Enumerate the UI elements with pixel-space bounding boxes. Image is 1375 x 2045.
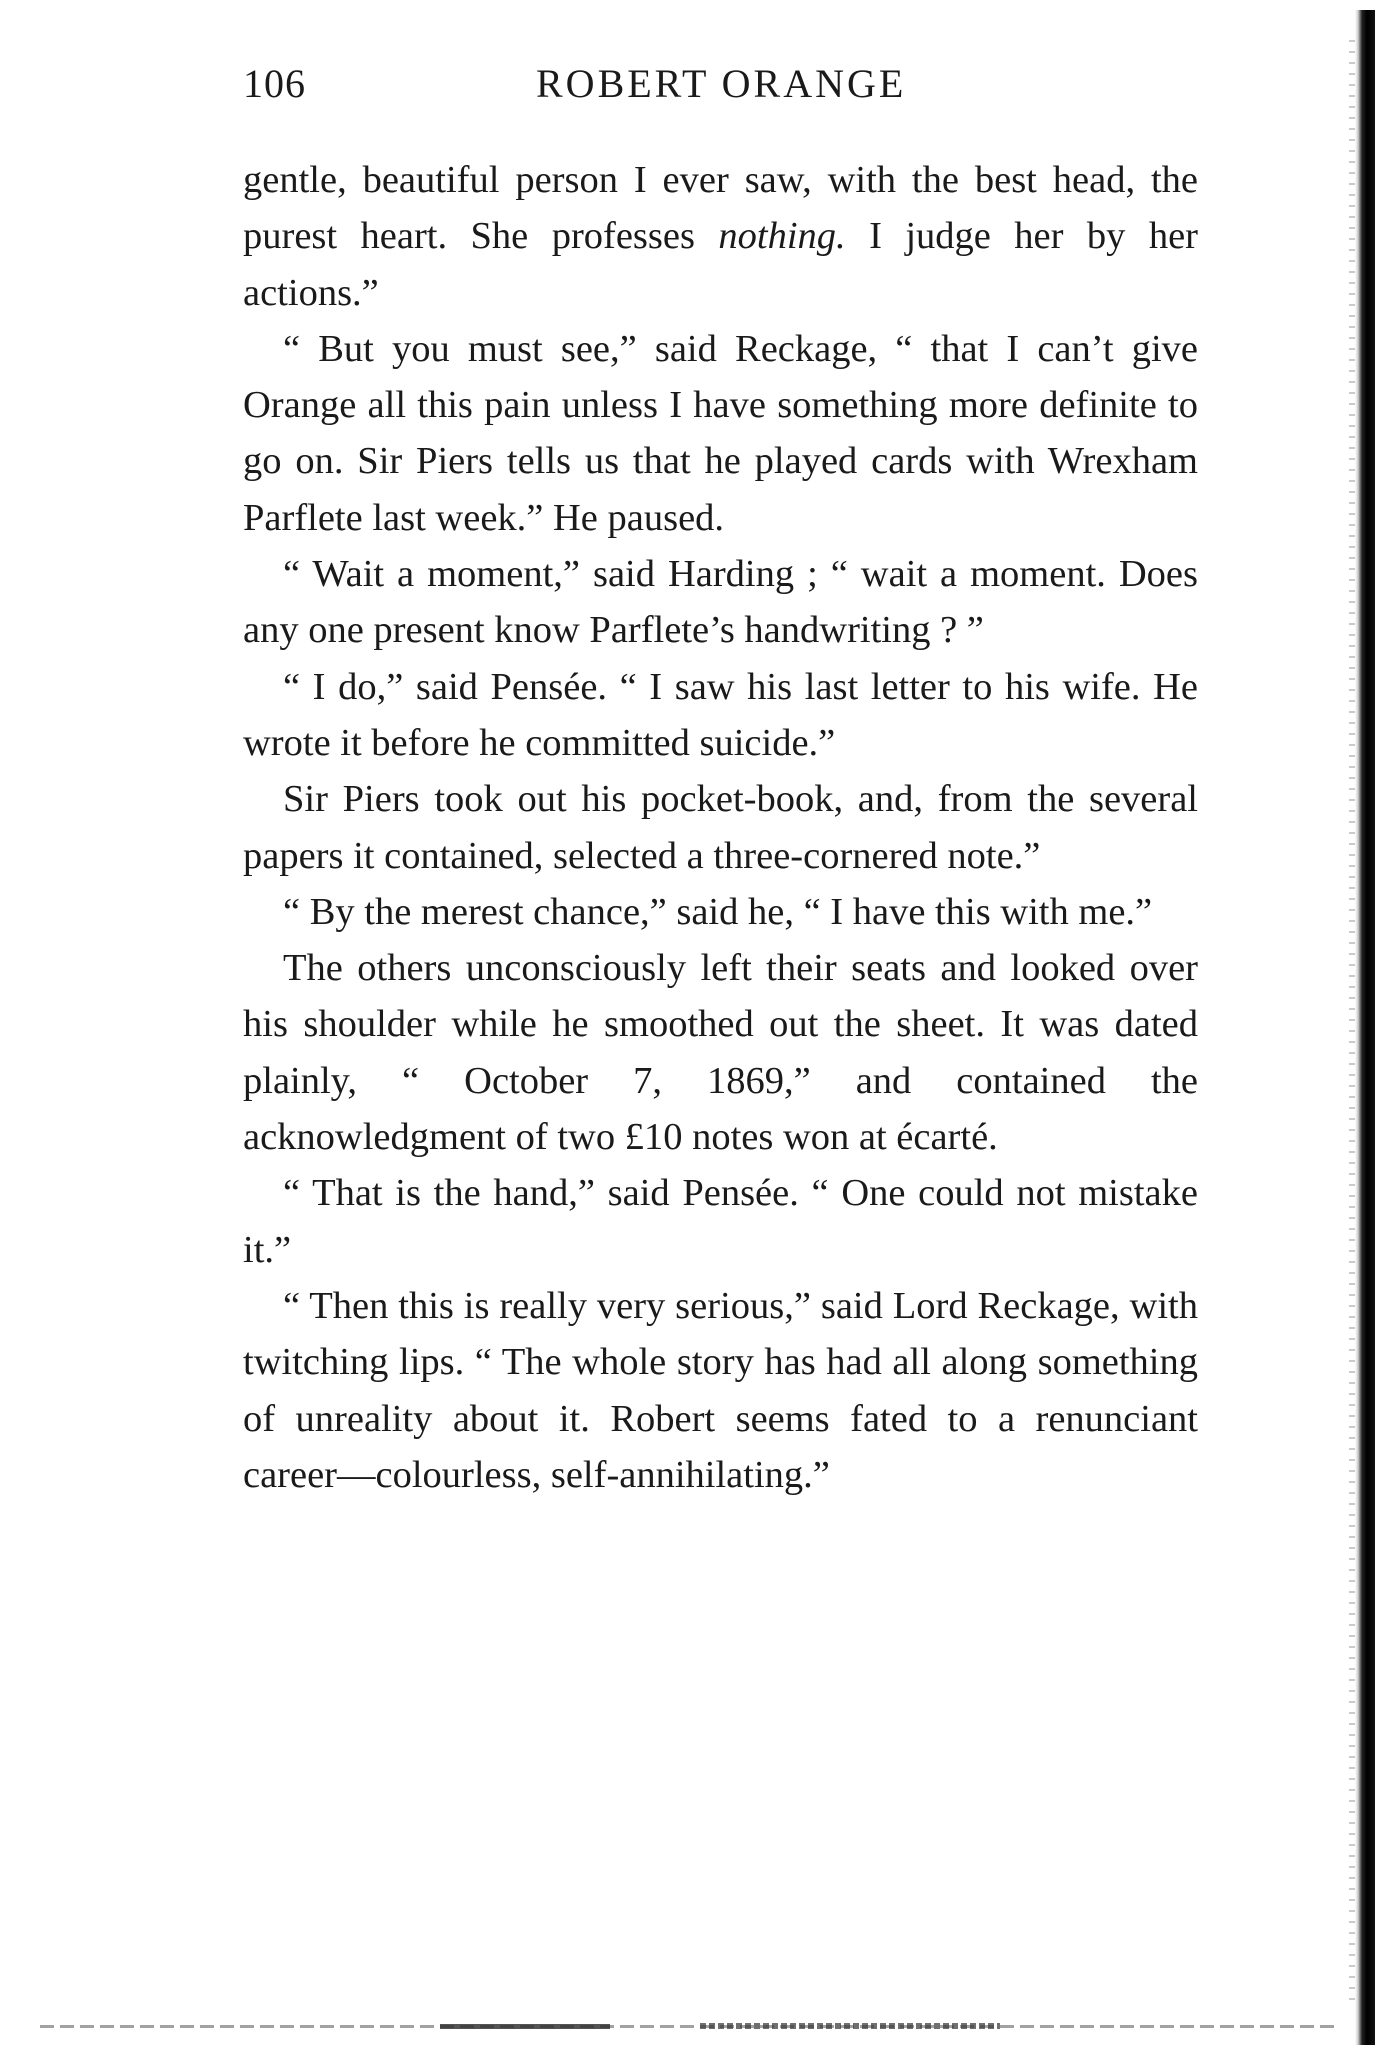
bottom-scan-artifact-dark (440, 2024, 610, 2029)
paragraph-9: “ Then this is really very serious,” said Lord Reckage, with twitching lips. “ The whole story has had all along something of unreality about it. Robert seems fated to a renunciant career—colourless, self-annihilating.” (243, 1284, 1198, 1496)
page-number: 106 (243, 61, 306, 106)
binding-speckle (1349, 40, 1355, 2000)
paragraph-4: “ I do,” said Pensée. “ I saw his last letter to his wife. He wrote it before he committed suicide.” (243, 665, 1198, 764)
emphasis-nothing: nothing. (718, 215, 846, 258)
paragraph-6: “ By the merest chance,” said he, “ I have this with me.” (283, 890, 1153, 933)
bottom-scan-artifact (40, 2025, 1340, 2028)
binding-edge-shadow (1355, 10, 1375, 2045)
paragraph-2: “ But you must see,” said Reckage, “ that I can’t give Orange all this pain unless I have something more definite to go on. Sir Piers tells us that he played cards with Wrexham Parflete last week.” He paused. (243, 327, 1198, 539)
paragraph-3: “ Wait a moment,” said Harding ; “ wait a moment. Does any one present know Parflete’s handwriting ? ” (243, 553, 1198, 652)
paragraph-1: gentle, beautiful person I ever saw, with the best head, the purest heart. She professes nothing. I judge her by her actions.” (243, 159, 1198, 314)
paragraph-7: The others unconsciously left their seats and looked over his shoulder while he smoothed out the sheet. It was dated plainly, “ October 7, 1869,” and contained the acknowledgment of two £10 notes won at écarté. (243, 947, 1198, 1159)
running-title: ROBERT ORANGE (536, 61, 907, 106)
paragraph-8: “ That is the hand,” said Pensée. “ One could not mistake it.” (243, 1172, 1198, 1271)
page-header (243, 60, 1198, 112)
body-text (243, 152, 1198, 1503)
bottom-scan-artifact-dark-2 (700, 2023, 1000, 2029)
paragraph-5: Sir Piers took out his pocket-book, and, from the several papers it contained, selected a three-cornered note.” (243, 778, 1198, 877)
